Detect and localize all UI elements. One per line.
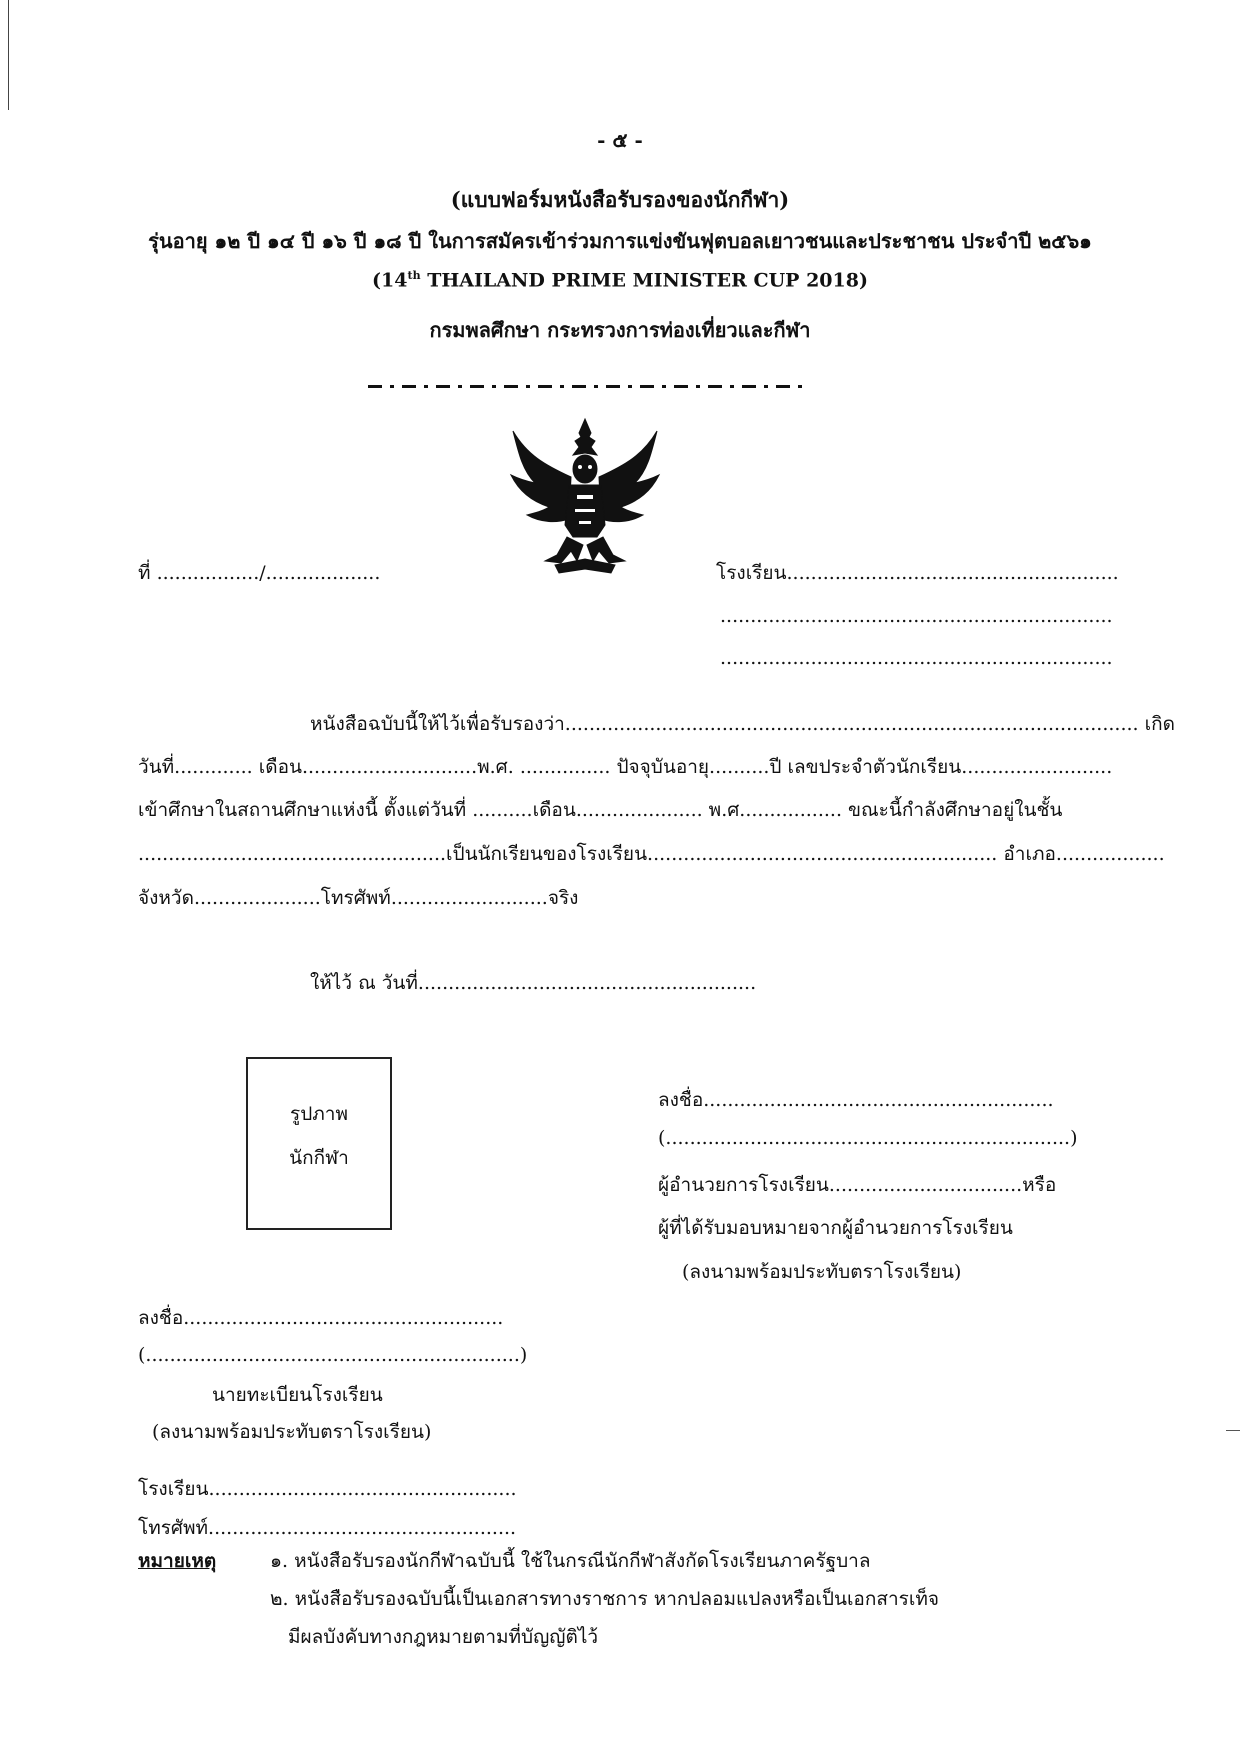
director-position: ผู้อำนวยการโรงเรียน................................หรือ xyxy=(658,1174,1057,1196)
body-line-2: วันที่............. เดือน.............................พ.ศ. ............... ปัจจุบันอายุ..........ปี เลขประจำตัวนักเรียน......................... xyxy=(138,756,1113,778)
school-address-line-2: ................................................................. xyxy=(720,605,1113,627)
body-line-5: จังหวัด.....................โทรศัพท์..........................จริง xyxy=(138,887,579,909)
photo-label-2: นักกีฬา xyxy=(289,1147,349,1169)
registrar-position: นายทะเบียนโรงเรียน xyxy=(212,1384,383,1406)
note-2: ๒. หนังสือรับรองฉบับนี้เป็นเอกสารทางราชการ หากปลอมแปลงหรือเป็นเอกสารเท็จ xyxy=(270,1588,939,1610)
body-line-1: หนังสือฉบับนี้ให้ไว้เพื่อรับรองว่า............................................................................................... เกิด xyxy=(310,713,1175,735)
footer-school: โรงเรียน................................................... xyxy=(138,1478,517,1500)
cup-sup: th xyxy=(407,269,421,282)
notes-label: หมายเหตุ xyxy=(138,1550,217,1572)
registrar-signature: ลงชื่อ..................................................... xyxy=(138,1307,504,1329)
registrar-stamp-note: (ลงนามพร้อมประทับตราโรงเรียน) xyxy=(152,1421,432,1443)
director-signature: ลงชื่อ.......................................................... xyxy=(658,1089,1054,1111)
form-title: (แบบฟอร์มหนังสือรับรองของนักกีฬา) xyxy=(450,187,790,212)
note-2-continued: มีผลบังคับทางกฎหมายตามที่บัญญัติไว้ xyxy=(288,1626,599,1648)
director-delegate: ผู้ที่ได้รับมอบหมายจากผู้อำนวยการโรงเรียน xyxy=(658,1217,1013,1239)
cup-rest: THAILAND PRIME MINISTER CUP 2018) xyxy=(420,269,868,292)
footer-phone: โทรศัพท์................................................... xyxy=(138,1517,517,1539)
reference-number: ที่ ................./................... xyxy=(138,562,381,584)
school-address-line-1: โรงเรียน....................................................... xyxy=(716,562,1119,584)
header-divider xyxy=(368,385,808,388)
athlete-photo-box xyxy=(246,1057,392,1230)
school-address-line-3: ................................................................. xyxy=(720,647,1113,669)
cup-title xyxy=(0,269,1240,291)
note-1: ๑. หนังสือรับรองนักกีฬาฉบับนี้ ใช้ในกรณีนักกีฬาสังกัดโรงเรียนภาครัฐบาล xyxy=(270,1550,871,1572)
director-name: (...................................................................) xyxy=(658,1127,1078,1149)
department: กรมพลศึกษา กระทรวงการท่องเที่ยวและกีฬา xyxy=(429,318,811,342)
cup-prefix: (14 xyxy=(372,269,408,292)
page-number: - ๕ - xyxy=(597,128,643,152)
edge-mark xyxy=(1226,1430,1240,1431)
form-subtitle xyxy=(0,225,1240,257)
body-line-4: ...................................................เป็นนักเรียนของโรงเรียน.......................................................... อำเภอ.................. xyxy=(138,843,1165,865)
director-stamp-note: (ลงนามพร้อมประทับตราโรงเรียน) xyxy=(682,1261,962,1283)
form-subtitle-text: รุ่นอายุ ๑๒ ปี ๑๔ ปี ๑๖ ปี ๑๘ ปี ในการสมัครเข้าร่วมการแข่งขันฟุตบอลเยาวชนและประชาชน ประจำปี ๒๕๖๑ xyxy=(148,229,1092,253)
registrar-name: (..............................................................) xyxy=(138,1344,528,1366)
garuda-emblem xyxy=(505,415,665,580)
left-margin-rule xyxy=(8,0,9,110)
photo-label-1: รูปภาพ xyxy=(290,1103,348,1125)
given-on-date: ให้ไว้ ณ วันที่........................................................ xyxy=(310,972,757,994)
body-line-3: เข้าศึกษาในสถานศึกษาแห่งนี้ ตั้งแต่วันที่ ..........เดือน..................... พ.ศ................. ขณะนี้กำลังศึกษาอยู่ในชั้น xyxy=(138,799,1063,821)
